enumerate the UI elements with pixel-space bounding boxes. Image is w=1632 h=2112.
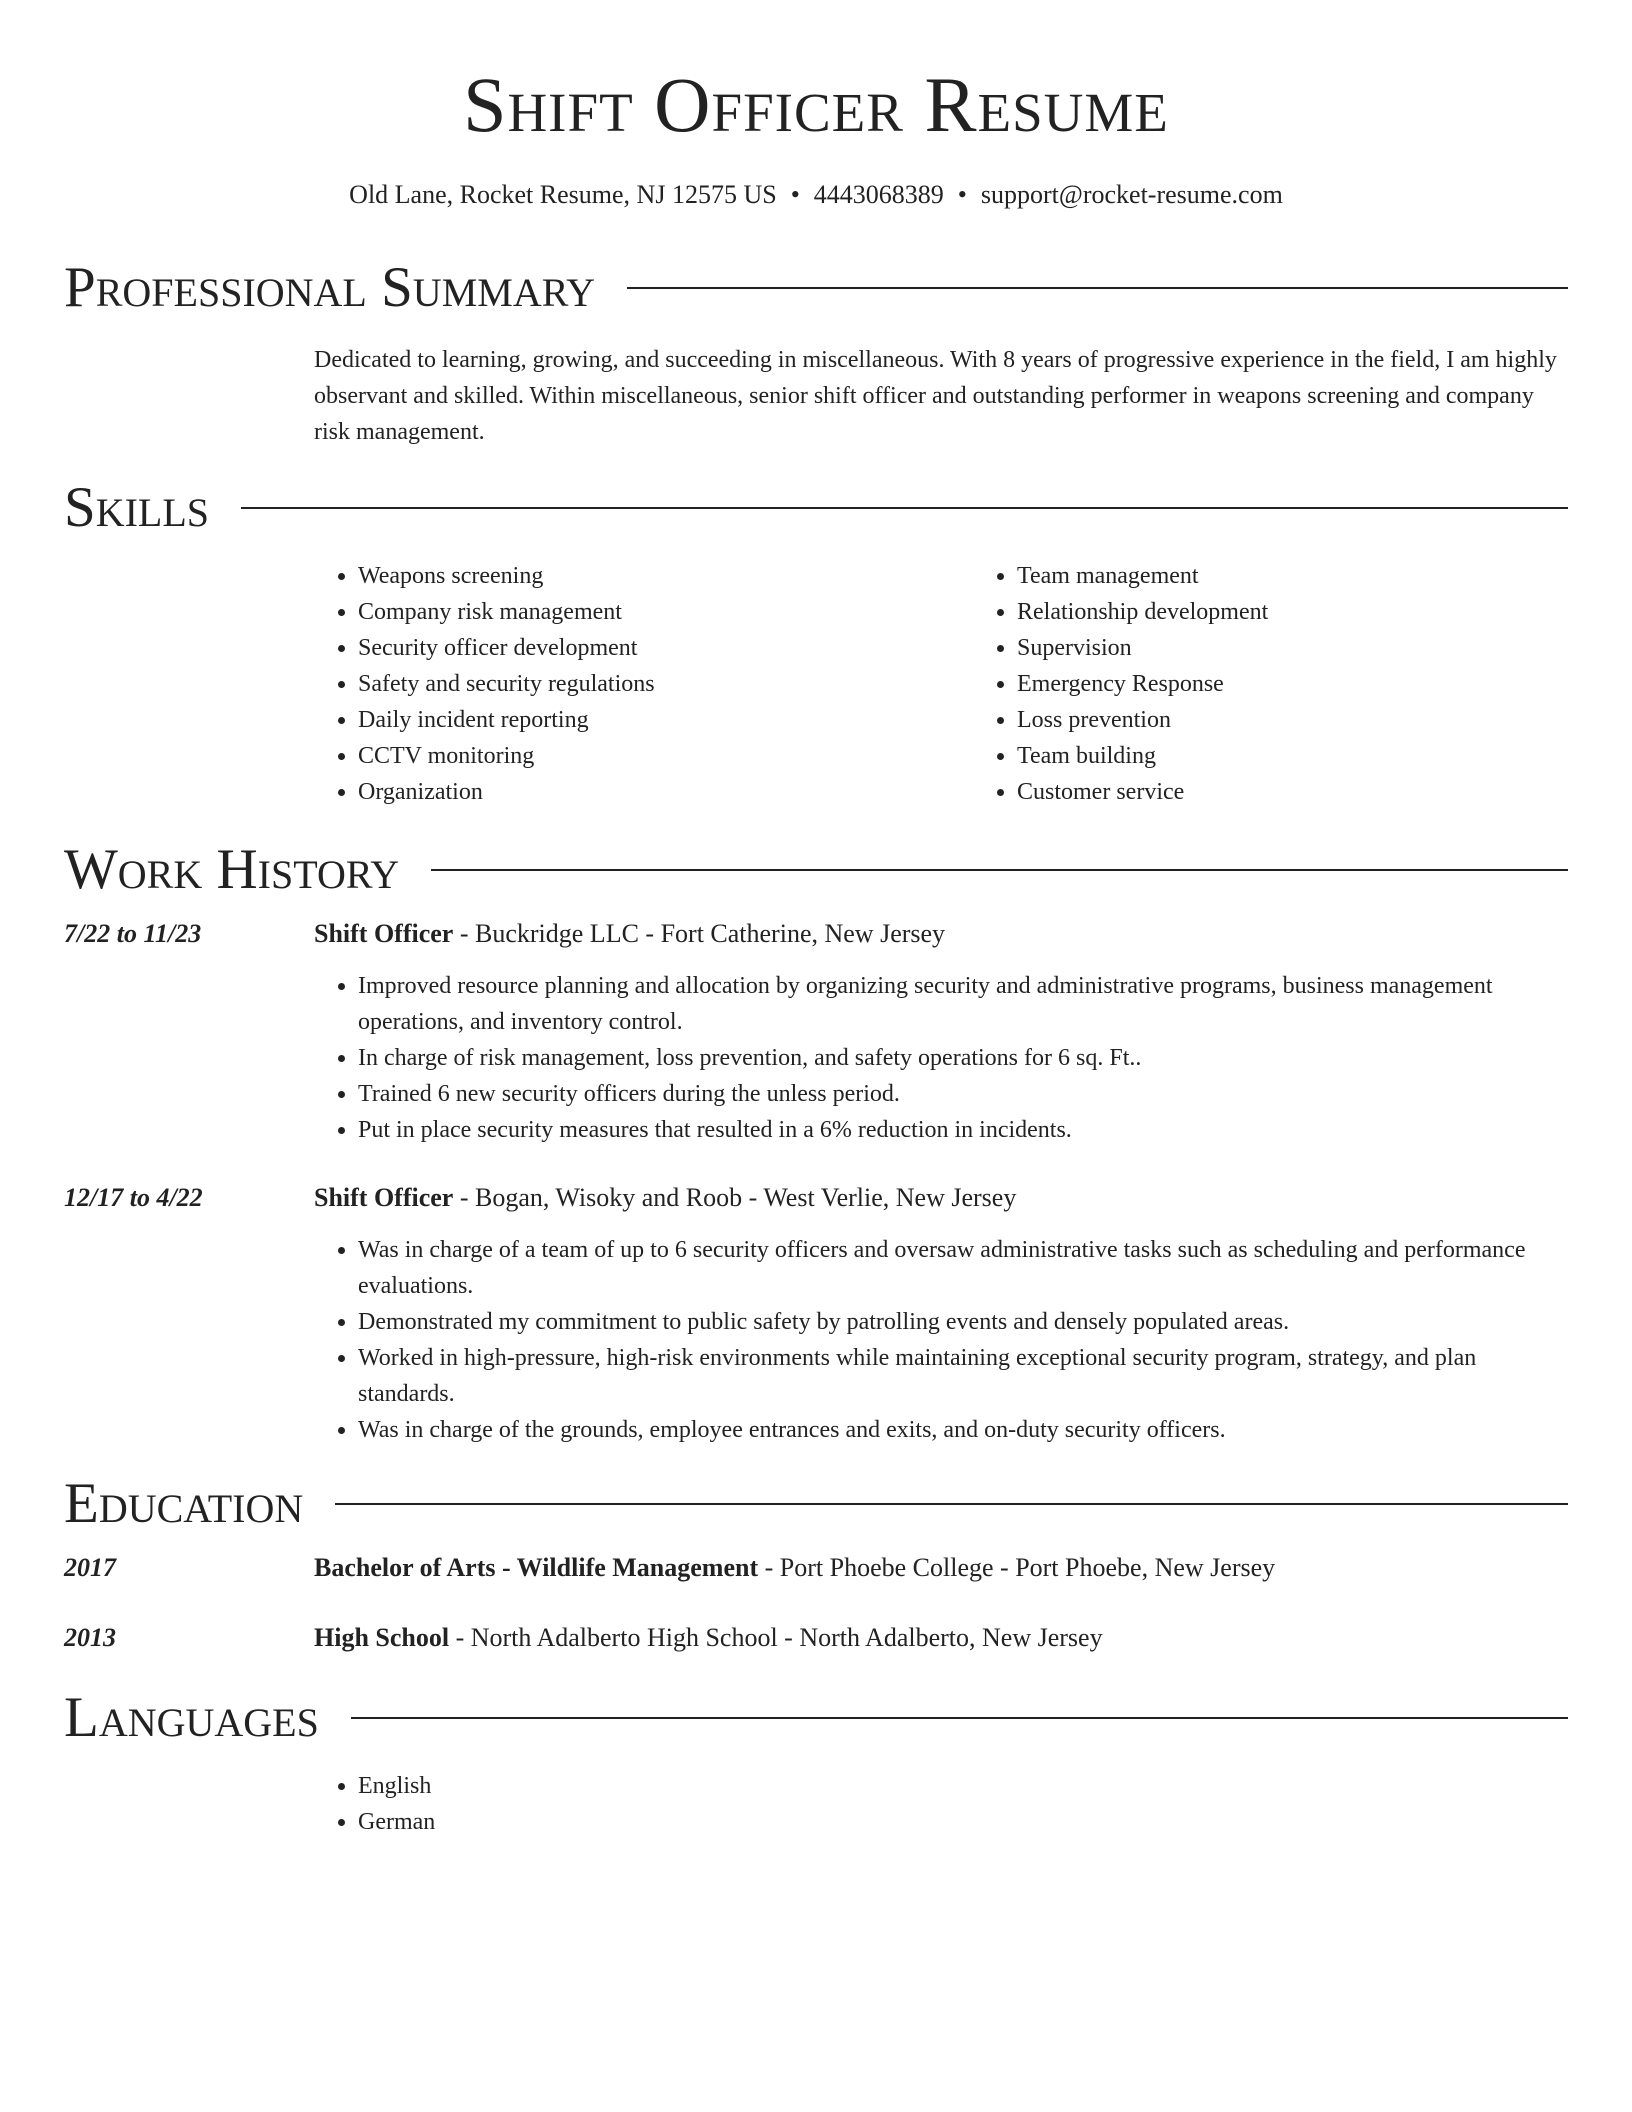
work-section-header bbox=[64, 838, 1568, 902]
job-dates: 12/17 to 4/22 bbox=[64, 1183, 203, 1212]
job-bullet: • Was in charge of the grounds, employee entrances and exits, and on-duty security officers. bbox=[358, 1412, 1568, 1448]
contact-separator: • bbox=[957, 180, 967, 209]
skill-item: • Supervision bbox=[1017, 630, 1632, 666]
summary-section-header bbox=[64, 256, 1568, 320]
languages-body bbox=[314, 1768, 1568, 1840]
job-header bbox=[314, 916, 1568, 952]
job-title: Shift Officer bbox=[314, 919, 454, 948]
job-body bbox=[314, 1180, 1568, 1448]
job-bullet: • Demonstrated my commitment to public safety by patrolling events and densely populated areas. bbox=[358, 1304, 1568, 1340]
job-entry bbox=[64, 916, 1568, 1148]
skill-item: • Customer service bbox=[1017, 774, 1632, 810]
language-item: • German bbox=[358, 1804, 1568, 1840]
job-employer: - Bogan, Wisoky and Roob - West Verlie, New Jersey bbox=[453, 1183, 1017, 1212]
skills-row bbox=[64, 558, 1568, 810]
skill-item: • Team building bbox=[1017, 738, 1632, 774]
skills-section-header bbox=[64, 476, 1568, 540]
job-bullet: • Worked in high-pressure, high-risk environments while maintaining exceptional security program, strategy, and plan standards. bbox=[358, 1340, 1568, 1412]
job-bullets bbox=[314, 1232, 1568, 1448]
languages-list bbox=[314, 1768, 1568, 1840]
summary-spacer bbox=[64, 342, 314, 450]
summary-row bbox=[64, 342, 1568, 450]
skill-item: • Company risk management bbox=[358, 594, 973, 630]
education-degree: Bachelor of Arts - Wildlife Management bbox=[314, 1553, 759, 1582]
section-divider bbox=[241, 507, 1568, 509]
job-bullets bbox=[314, 968, 1568, 1148]
contact-address: Old Lane, Rocket Resume, NJ 12575 US bbox=[349, 180, 777, 209]
job-employer: - Buckridge LLC - Fort Catherine, New Jersey bbox=[453, 919, 946, 948]
section-divider bbox=[351, 1717, 1568, 1719]
skill-item: • Security officer development bbox=[358, 630, 973, 666]
skill-item: • Relationship development bbox=[1017, 594, 1632, 630]
contact-phone: 4443068389 bbox=[813, 180, 944, 209]
job-header bbox=[314, 1180, 1568, 1216]
job-bullet: • Put in place security measures that resulted in a 6% reduction in incidents. bbox=[358, 1112, 1568, 1148]
skill-item: • Weapons screening bbox=[358, 558, 973, 594]
job-entry bbox=[64, 1180, 1568, 1448]
skill-item: • Daily incident reporting bbox=[358, 702, 973, 738]
skill-item: • CCTV monitoring bbox=[358, 738, 973, 774]
education-school: - North Adalberto High School - North Adalberto, New Jersey bbox=[449, 1623, 1103, 1652]
summary-text: Dedicated to learning, growing, and succeeding in miscellaneous. With 8 years of progressive experience in the field, I am highly observant and skilled. Within miscellaneous, senior shift officer and outstanding performer in weapons screening and company risk management. bbox=[314, 347, 1557, 445]
skill-item: • Organization bbox=[358, 774, 973, 810]
resume-title: Shift Officer Resume bbox=[463, 61, 1169, 148]
section-divider bbox=[627, 287, 1568, 289]
skills-columns bbox=[314, 558, 1632, 810]
job-bullet: • Improved resource planning and allocation by organizing security and administrative programs, business management operations, and inventory control. bbox=[358, 968, 1568, 1040]
skills-list-right bbox=[973, 558, 1632, 810]
section-divider bbox=[431, 869, 1568, 871]
education-body bbox=[314, 1550, 1568, 1586]
education-year: 2017 bbox=[64, 1553, 116, 1582]
education-degree: High School bbox=[314, 1623, 450, 1652]
job-dates: 7/22 to 11/23 bbox=[64, 919, 202, 948]
education-heading: Education bbox=[64, 1472, 304, 1535]
skill-item: • Team management bbox=[1017, 558, 1632, 594]
languages-heading: Languages bbox=[64, 1686, 319, 1749]
contact-email: support@rocket-resume.com bbox=[980, 180, 1283, 209]
skills-heading: Skills bbox=[64, 476, 210, 539]
education-entry bbox=[64, 1550, 1568, 1586]
skills-spacer bbox=[64, 558, 314, 810]
job-title: Shift Officer bbox=[314, 1183, 454, 1212]
languages-row bbox=[64, 1768, 1568, 1840]
skill-item: • Safety and security regulations bbox=[358, 666, 973, 702]
education-section-header bbox=[64, 1472, 1568, 1536]
skill-item: • Loss prevention bbox=[1017, 702, 1632, 738]
skill-item: • Emergency Response bbox=[1017, 666, 1632, 702]
job-bullet: • In charge of risk management, loss prevention, and safety operations for 6 sq. Ft.. bbox=[358, 1040, 1568, 1076]
section-divider bbox=[335, 1503, 1568, 1505]
education-entry bbox=[64, 1620, 1568, 1656]
education-school: - Port Phoebe College - Port Phoebe, New Jersey bbox=[758, 1553, 1276, 1582]
job-body bbox=[314, 916, 1568, 1148]
languages-spacer bbox=[64, 1768, 314, 1840]
work-heading: Work History bbox=[64, 838, 400, 901]
education-year: 2013 bbox=[64, 1623, 116, 1652]
skills-list-left bbox=[314, 558, 973, 810]
job-bullet: • Trained 6 new security officers during the unless period. bbox=[358, 1076, 1568, 1112]
summary-heading: Professional Summary bbox=[64, 256, 596, 319]
language-item: • English bbox=[358, 1768, 1568, 1804]
contact-separator: • bbox=[790, 180, 800, 209]
education-body bbox=[314, 1620, 1568, 1656]
languages-section-header bbox=[64, 1686, 1568, 1750]
contact-line bbox=[64, 178, 1568, 212]
job-bullet: • Was in charge of a team of up to 6 security officers and oversaw administrative tasks such as scheduling and performance evaluations. bbox=[358, 1232, 1568, 1304]
